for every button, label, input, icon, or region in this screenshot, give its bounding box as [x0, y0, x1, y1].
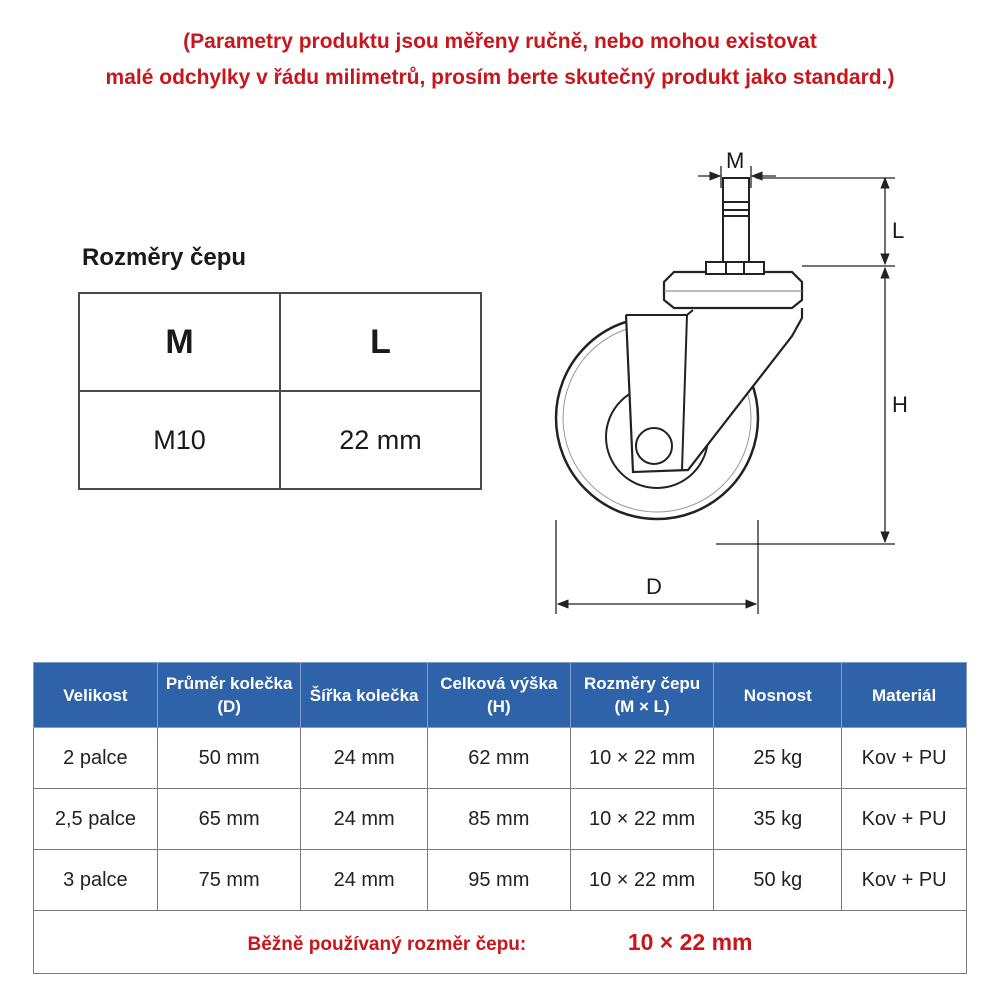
cell-pin: 10 × 22 mm — [570, 850, 714, 911]
pin-table-title: Rozměry čepu — [82, 244, 247, 271]
measurement-notice — [0, 24, 1000, 96]
axle — [636, 428, 672, 464]
cell-load: 50 kg — [714, 850, 842, 911]
cell-pin: 10 × 22 mm — [570, 728, 714, 789]
table-row — [34, 728, 967, 789]
top-plate — [664, 272, 802, 308]
cell-load: 25 kg — [714, 728, 842, 789]
cell-size: 2,5 palce — [34, 789, 158, 850]
label-l: L — [892, 218, 905, 243]
cell-diameter: 75 mm — [157, 850, 301, 911]
spec-footer-row — [34, 911, 967, 974]
header-wheel-width: Šířka kolečka — [301, 663, 427, 728]
spec-header-row — [34, 663, 967, 728]
pin-value-m: M10 — [79, 391, 280, 489]
cell-size: 2 palce — [34, 728, 158, 789]
cell-height: 62 mm — [427, 728, 570, 789]
label-m: M — [726, 148, 745, 173]
common-pin-size-label: Běžně používaný rozměr čepu: — [247, 933, 527, 955]
cell-material: Kov + PU — [842, 728, 967, 789]
header-size: Velikost — [34, 663, 158, 728]
cell-pin: 10 × 22 mm — [570, 789, 714, 850]
cell-load: 35 kg — [714, 789, 842, 850]
pin-dimensions-table — [78, 292, 482, 490]
stem — [723, 178, 749, 262]
spec-table — [33, 662, 967, 974]
common-pin-size-value: 10 × 22 mm — [627, 928, 753, 955]
pin-header-l: L — [280, 293, 481, 391]
pin-header-m: M — [79, 293, 280, 391]
cell-height: 85 mm — [427, 789, 570, 850]
cell-height: 95 mm — [427, 850, 570, 911]
table-row — [34, 850, 967, 911]
cell-material: Kov + PU — [842, 789, 967, 850]
notice-line-1: (Parametry produktu jsou měřeny ručně, nebo mohou existovat — [183, 30, 817, 53]
cell-width: 24 mm — [301, 850, 427, 911]
header-pin-size: Rozměry čepu (M × L) — [570, 663, 714, 728]
cell-material: Kov + PU — [842, 850, 967, 911]
pin-value-l: 22 mm — [280, 391, 481, 489]
caster-wheel-diagram — [530, 140, 930, 630]
header-load-capacity: Nosnost — [714, 663, 842, 728]
pin-header-row — [79, 293, 481, 391]
cell-width: 24 mm — [301, 789, 427, 850]
header-material: Materiál — [842, 663, 967, 728]
notice-line-2: malé odchylky v řádu milimetrů, prosím berte skutečný produkt jako standard.) — [105, 66, 895, 89]
cell-diameter: 65 mm — [157, 789, 301, 850]
header-total-height: Celková výška (H) — [427, 663, 570, 728]
pin-value-row — [79, 391, 481, 489]
header-wheel-diameter: Průměr kolečka (D) — [157, 663, 301, 728]
nut — [706, 262, 764, 274]
cell-diameter: 50 mm — [157, 728, 301, 789]
label-d: D — [646, 574, 662, 599]
label-h: H — [892, 392, 908, 417]
footer-cell — [34, 911, 967, 974]
cell-size: 3 palce — [34, 850, 158, 911]
cell-width: 24 mm — [301, 728, 427, 789]
table-row — [34, 789, 967, 850]
